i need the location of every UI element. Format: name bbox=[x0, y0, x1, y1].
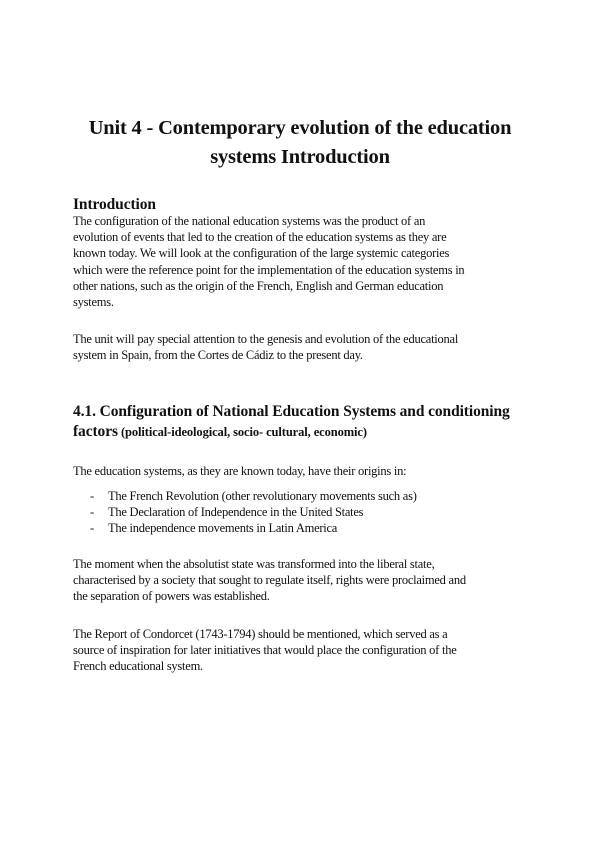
heading-subtitle: (political-ideological, socio- cultural, economic) bbox=[117, 425, 367, 439]
text-line: The unit will pay special attention to the genesis and evolution of the educational bbox=[73, 332, 459, 346]
section-4-1-heading bbox=[73, 402, 510, 442]
bullet-dash: - bbox=[90, 521, 94, 536]
heading-main-text: factors bbox=[73, 423, 118, 440]
spain-focus-paragraph bbox=[73, 331, 533, 363]
heading-line bbox=[73, 422, 510, 442]
text-line: other nations, such as the origin of the French, English and German education bbox=[73, 278, 444, 293]
list-item-text: The Declaration of Independence in the United States bbox=[108, 505, 364, 520]
condorcet-paragraph bbox=[73, 626, 533, 675]
list-item-text: The French Revolution (other revolutionary movements such as) bbox=[108, 489, 417, 503]
text-line: source of inspiration for later initiatives that would place the configuration of the bbox=[73, 643, 457, 658]
title-line: Unit 4 - Contemporary evolution of the education bbox=[88, 117, 512, 139]
list-item bbox=[73, 488, 417, 504]
text-line: system in Spain, from the Cortes de Cádiz to the present day. bbox=[73, 348, 363, 363]
text-line: The education systems, as they are known today, have their origins in: bbox=[73, 464, 407, 478]
text-line: French educational system. bbox=[73, 659, 203, 674]
list-item bbox=[73, 520, 417, 536]
text-line: The Report of Condorcet (1743-1794) should be mentioned, which served as a bbox=[73, 627, 448, 641]
bullet-dash: - bbox=[90, 505, 94, 520]
text-line: systems. bbox=[73, 295, 114, 310]
heading-line: 4.1. Configuration of National Education Systems and conditioning bbox=[73, 403, 510, 420]
introduction-heading: Introduction bbox=[73, 196, 156, 213]
list-item bbox=[73, 504, 417, 520]
liberal-state-paragraph bbox=[73, 556, 533, 605]
list-item-text: The independence movements in Latin America bbox=[108, 521, 338, 536]
origins-list bbox=[73, 488, 417, 537]
bullet-dash: - bbox=[90, 489, 94, 503]
origins-intro-paragraph bbox=[73, 463, 533, 479]
text-line: The configuration of the national education systems was the product of an bbox=[73, 214, 426, 228]
page-title bbox=[60, 114, 540, 172]
text-line: known today. We will look at the configuration of the large systemic categories bbox=[73, 246, 450, 261]
text-line: the separation of powers was established. bbox=[73, 589, 270, 604]
title-line: systems Introduction bbox=[210, 146, 390, 168]
text-line: characterised by a society that sought to regulate itself, rights were proclaimed and bbox=[73, 573, 466, 588]
text-line: which were the reference point for the implementation of the education systems in bbox=[73, 262, 465, 277]
text-line: evolution of events that led to the creation of the education systems as they are bbox=[73, 230, 447, 245]
introduction-paragraph bbox=[73, 213, 533, 310]
text-line: The moment when the absolutist state was transformed into the liberal state, bbox=[73, 557, 435, 571]
